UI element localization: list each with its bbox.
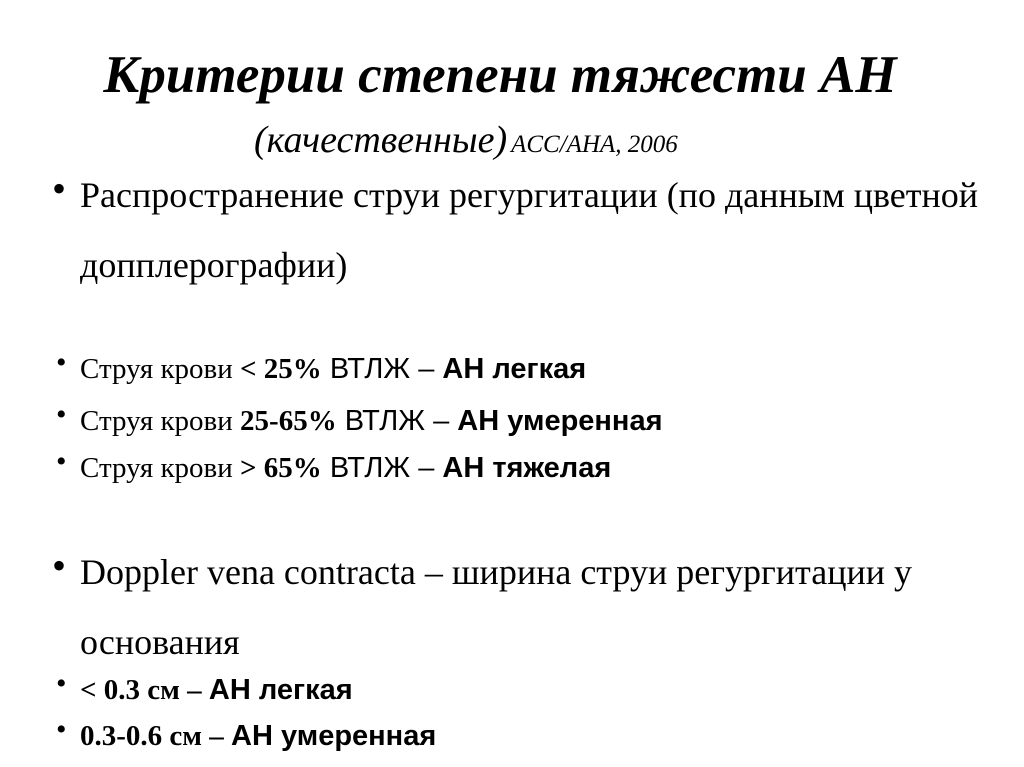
bullet-value: 25-65% xyxy=(240,405,337,437)
bullet-middle: – xyxy=(179,674,209,706)
slide-subtitle xyxy=(254,118,678,162)
bullet-value: > 65% xyxy=(240,452,322,484)
bullet-grade: АН легкая xyxy=(208,674,353,706)
bullet-middle: ВТЛЖ – xyxy=(321,452,443,484)
bullet-text: Распространение струи регургитации (по данным цветной допплерографии) xyxy=(80,175,979,285)
bullet-middle: ВТЛЖ – xyxy=(321,353,443,385)
bullet-jet-extent xyxy=(52,160,980,300)
bullet-prefix: Струя крови xyxy=(80,405,241,437)
bullet-grade: АН тяжелая xyxy=(442,452,612,484)
bullet-prefix: Струя крови xyxy=(80,353,241,385)
bullet-vena-contracta xyxy=(52,537,980,677)
bullet-value: 0.3-0.6 см xyxy=(80,720,203,752)
bullet-vc-mild xyxy=(56,667,353,707)
subtitle-source: ACC/AHA, 2006 xyxy=(511,131,678,158)
bullet-prefix: Струя крови xyxy=(80,452,241,484)
bullet-middle: ВТЛЖ – xyxy=(336,405,458,437)
bullet-grade: АН умеренная xyxy=(457,405,663,437)
bullet-dot-icon: • xyxy=(52,166,67,211)
slide-title: Критерии степени тяжести АН xyxy=(103,46,897,104)
bullet-dot-icon: • xyxy=(56,445,67,478)
bullet-dot-icon: • xyxy=(56,398,67,431)
bullet-jet-moderate xyxy=(56,398,663,438)
bullet-value: < 0.3 см xyxy=(80,674,180,706)
bullet-value: < 25% xyxy=(240,353,322,385)
bullet-vc-moderate xyxy=(56,713,437,753)
subtitle-qualifier: (качественные) xyxy=(254,119,508,161)
bullet-grade: АН легкая xyxy=(442,353,587,385)
bullet-dot-icon: • xyxy=(56,667,67,700)
bullet-middle: – xyxy=(202,720,232,752)
bullet-grade: АН умеренная xyxy=(231,720,437,752)
bullet-jet-mild xyxy=(56,346,587,386)
bullet-dot-icon: • xyxy=(56,713,67,746)
bullet-dot-icon: • xyxy=(52,543,67,588)
bullet-jet-severe xyxy=(56,445,612,485)
bullet-dot-icon: • xyxy=(56,346,67,379)
bullet-text: Doppler vena contracta – ширина струи регургитации у основания xyxy=(80,552,912,662)
